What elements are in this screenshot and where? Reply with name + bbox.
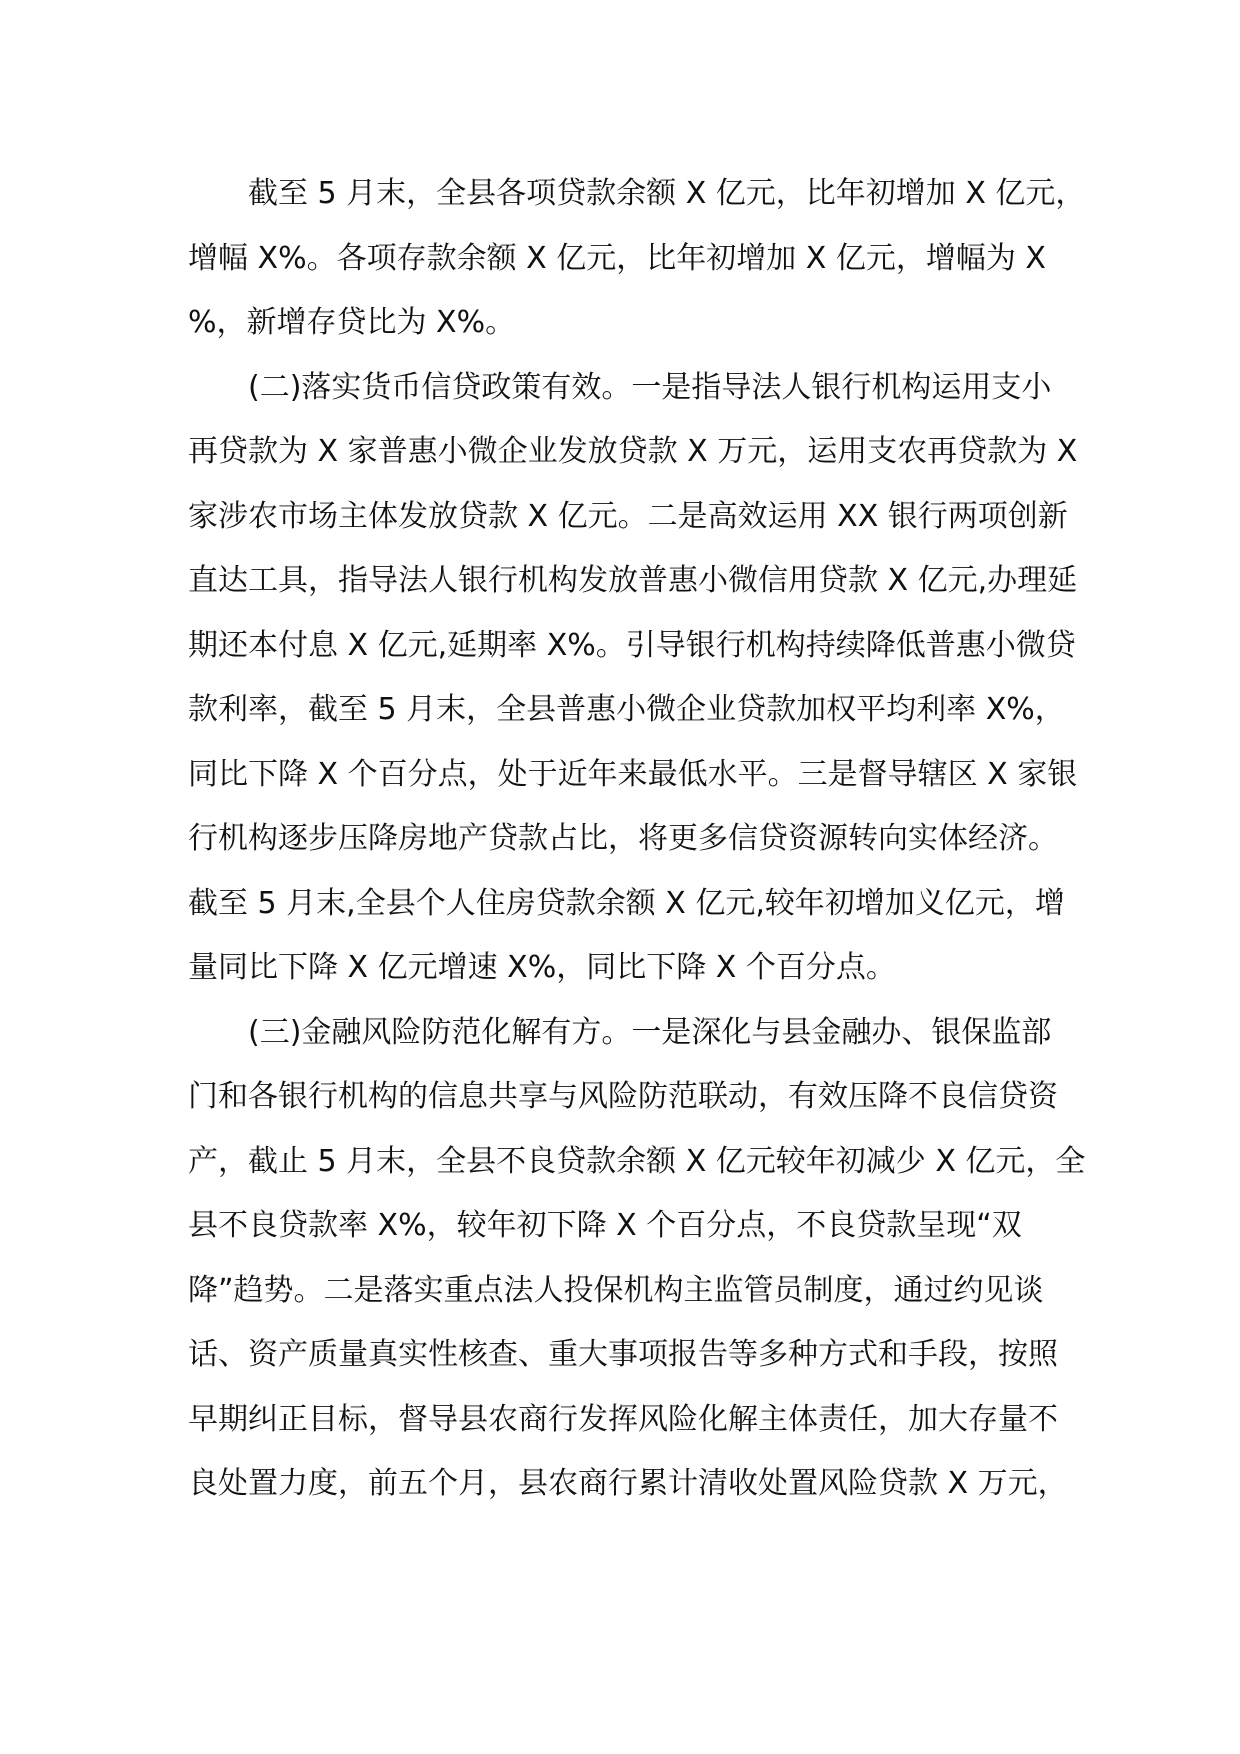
paragraph-1-line-3: %，新增存贷比为 X%。	[188, 305, 516, 340]
document-body	[188, 162, 1086, 1517]
paragraph-1-line-1: 截至 5 月末，全县各项贷款余额 X 亿元，比年初增加 X 亿元，	[248, 176, 1086, 211]
paragraph-3-line-5: 降”趋势。二是落实重点法人投保机构主监管员制度，通过约见谈	[188, 1272, 1044, 1308]
paragraph-3-line-3: 产，截止 5 月末，全县不良贷款余额 X 亿元较年初减少 X 亿元，全	[188, 1143, 1086, 1179]
paragraph-3-line-8: 良处置力度，前五个月，县农商行累计清收处置风险贷款 X 万元，	[188, 1466, 1068, 1501]
paragraph-2-line-3: 家涉农市场主体发放贷款 X 亿元。二是高效运用 XX 银行两项创新	[188, 498, 1068, 534]
paragraph-3-line-6: 话、资产质量真实性核查、重大事项报告等多种方式和手段，按照	[188, 1337, 1058, 1372]
paragraph-2-line-4: 直达工具，指导法人银行机构发放普惠小微信用贷款 X 亿元,办理延	[188, 563, 1078, 598]
paragraph-2-line-7: 同比下降 X 个百分点，处于近年来最低水平。三是督导辖区 X 家银	[188, 756, 1078, 792]
paragraph-2-line-10: 量同比下降 X 亿元增速 X%，同比下降 X 个百分点。	[188, 950, 896, 985]
paragraph-3-line-1: (三)金融风险防范化解有方。一是深化与县金融办、银保监部	[248, 1014, 1052, 1050]
paragraph-1-line-2: 增幅 X%。各项存款余额 X 亿元，比年初增加 X 亿元，增幅为 X	[188, 240, 1046, 276]
paragraph-3-line-2: 门和各银行机构的信息共享与风险防范联动，有效压降不良信贷资	[188, 1079, 1058, 1114]
paragraph-2-line-8: 行机构逐步压降房地产贷款占比，将更多信贷资源转向实体经济。	[188, 821, 1058, 856]
paragraph-2-line-5: 期还本付息 X 亿元,延期率 X%。引导银行机构持续降低普惠小微贷	[188, 627, 1076, 663]
paragraph-2-line-9: 截至 5 月末,全县个人住房贷款余额 X 亿元,较年初增加义亿元，增	[188, 885, 1065, 921]
paragraph-3-line-7: 早期纠正目标，督导县农商行发挥风险化解主体责任，加大存量不	[188, 1401, 1058, 1437]
paragraph-2-line-1: (二)落实货币信贷政策有效。一是指导法人银行机构运用支小	[248, 369, 1052, 405]
paragraph-3-line-4: 县不良贷款率 X%，较年初下降 X 个百分点，不良贷款呈现“双	[188, 1208, 1022, 1243]
paragraph-2-line-2: 再贷款为 X 家普惠小微企业发放贷款 X 万元，运用支农再贷款为 X	[188, 434, 1078, 469]
paragraph-2-line-6: 款利率，截至 5 月末，全县普惠小微企业贷款加权平均利率 X%，	[188, 692, 1065, 727]
